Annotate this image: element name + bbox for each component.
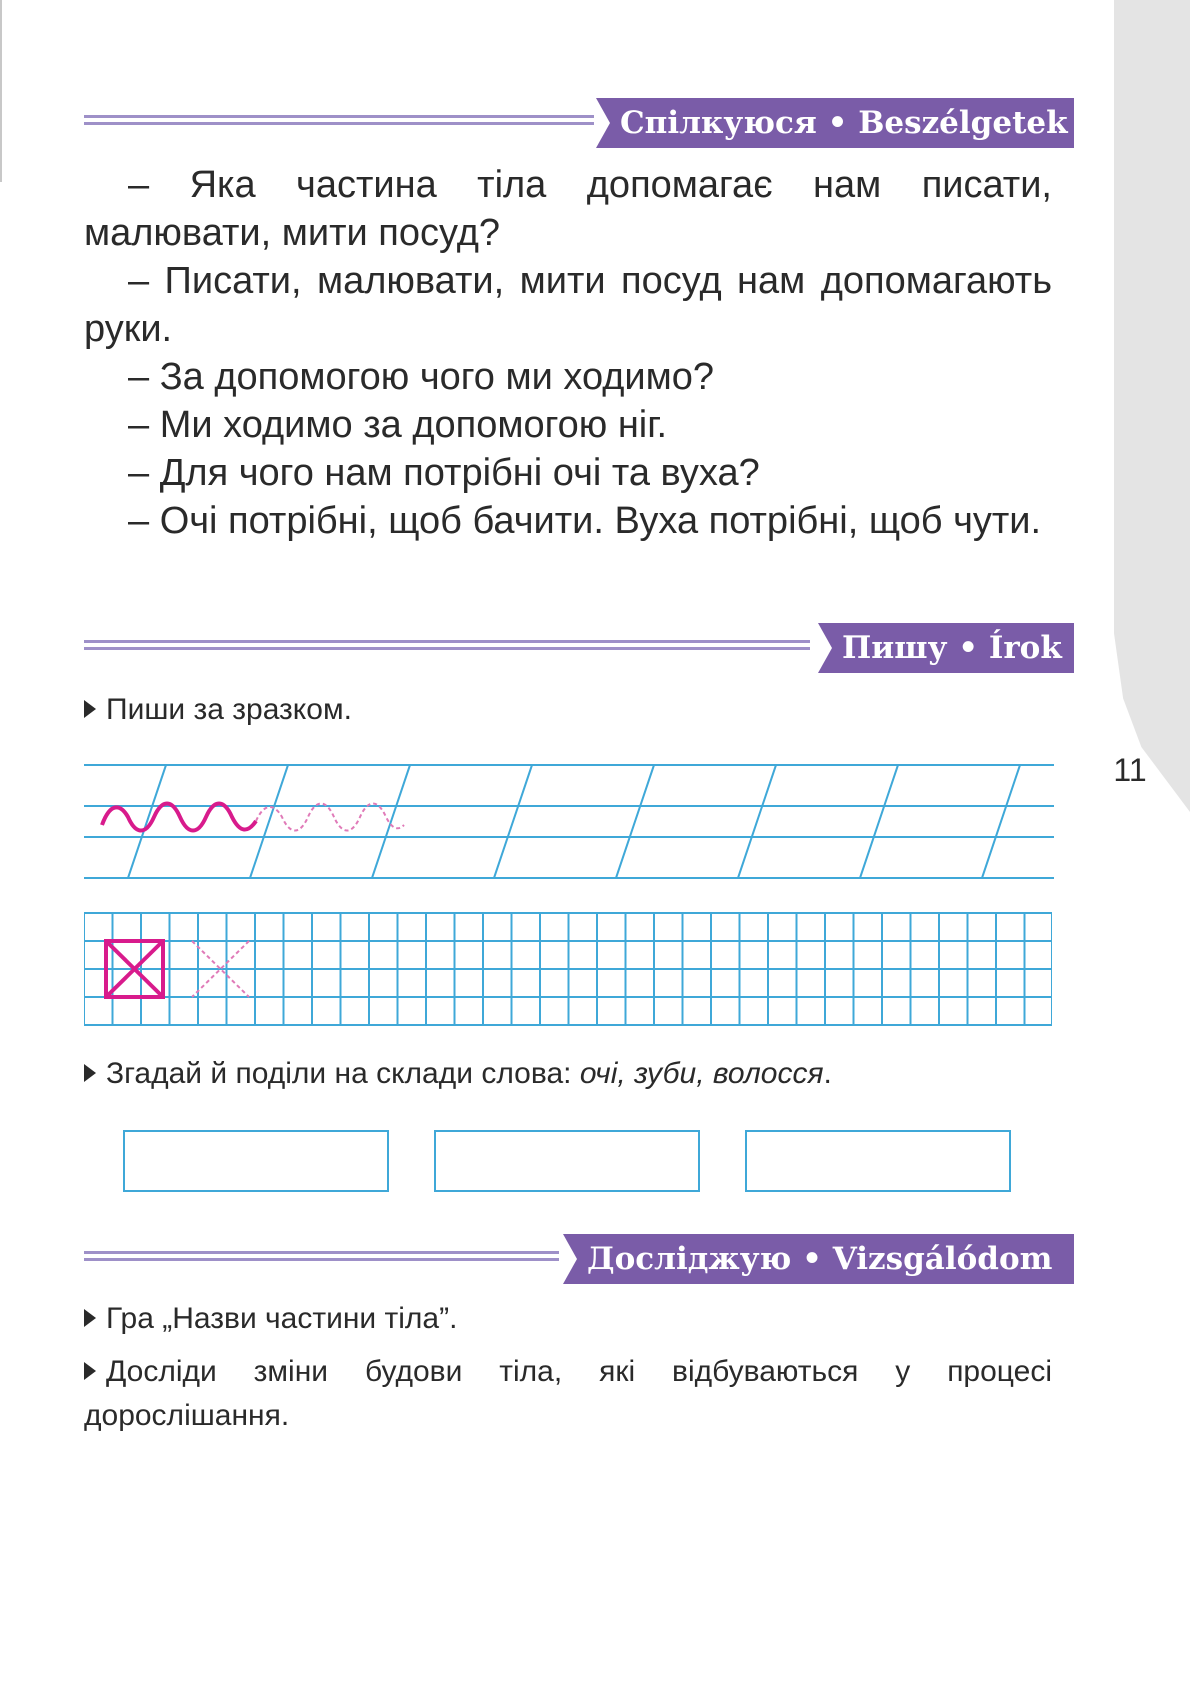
- page-number: 11: [1113, 752, 1147, 788]
- triangle-right-icon: [84, 1362, 96, 1380]
- dialogue-line: – Ми ходимо за допомогою ніг.: [128, 404, 668, 446]
- task-syllables: [84, 1052, 832, 1096]
- dialogue-line: – Очі потрібні, щоб бачити. Вуха потрібні, щоб чути.: [128, 500, 1042, 542]
- section-rule: [84, 113, 594, 127]
- slant-line: [128, 765, 166, 878]
- answer-box[interactable]: [123, 1130, 389, 1192]
- task-text: Пиши за зразком.: [106, 693, 352, 726]
- page-side-tab: [1114, 0, 1190, 812]
- slant-line: [738, 765, 776, 878]
- triangle-right-icon: [84, 700, 96, 718]
- slant-line: [860, 765, 898, 878]
- dialogue-line: – За допомогою чого ми ходимо?: [128, 356, 715, 398]
- task-text: Досліди зміни будови тіла, які відбуваються у процесі дорослішання.: [84, 1355, 1052, 1432]
- answer-box[interactable]: [434, 1130, 700, 1192]
- handwriting-lines: [84, 755, 1054, 890]
- slant-line: [616, 765, 654, 878]
- square-grid: [84, 910, 1052, 1030]
- section-title-write: Пишу • Írok: [818, 623, 1074, 673]
- sample-wave: [102, 804, 256, 831]
- triangle-right-icon: [84, 1064, 96, 1082]
- section-rule: [84, 638, 810, 652]
- triangle-right-icon: [84, 1309, 96, 1327]
- answer-box[interactable]: [745, 1130, 1011, 1192]
- task-text-end: .: [823, 1057, 832, 1090]
- dialogue-line: – Яка частина тіла допомагає нам писати, малювати, мити посуд?: [84, 164, 1052, 254]
- trace-wave: [256, 804, 404, 831]
- section-rule: [84, 1249, 559, 1263]
- task-text: Згадай й поділи на склади слова:: [106, 1057, 580, 1090]
- task-game: [84, 1297, 457, 1341]
- dialogue-line: – Для чого нам потрібні очі та вуха?: [128, 452, 760, 494]
- section-title-explore: Досліджую • Vizsgálódom: [563, 1234, 1074, 1284]
- slant-line: [372, 765, 410, 878]
- slant-line: [982, 765, 1020, 878]
- task-copy-sample: [84, 688, 352, 732]
- task-text: Гра „Назви частини тіла”.: [106, 1302, 458, 1335]
- task-words: очі, зуби, волосся: [579, 1057, 824, 1090]
- slant-line: [494, 765, 532, 878]
- dialogue-block: [84, 161, 1052, 545]
- task-explore: [84, 1350, 1052, 1438]
- page-edge-line: [0, 0, 2, 182]
- dialogue-line: – Писати, малювати, мити посуд нам допомагають руки.: [84, 260, 1052, 350]
- section-title-talk: Спілкуюся • Beszélgetek: [596, 98, 1074, 148]
